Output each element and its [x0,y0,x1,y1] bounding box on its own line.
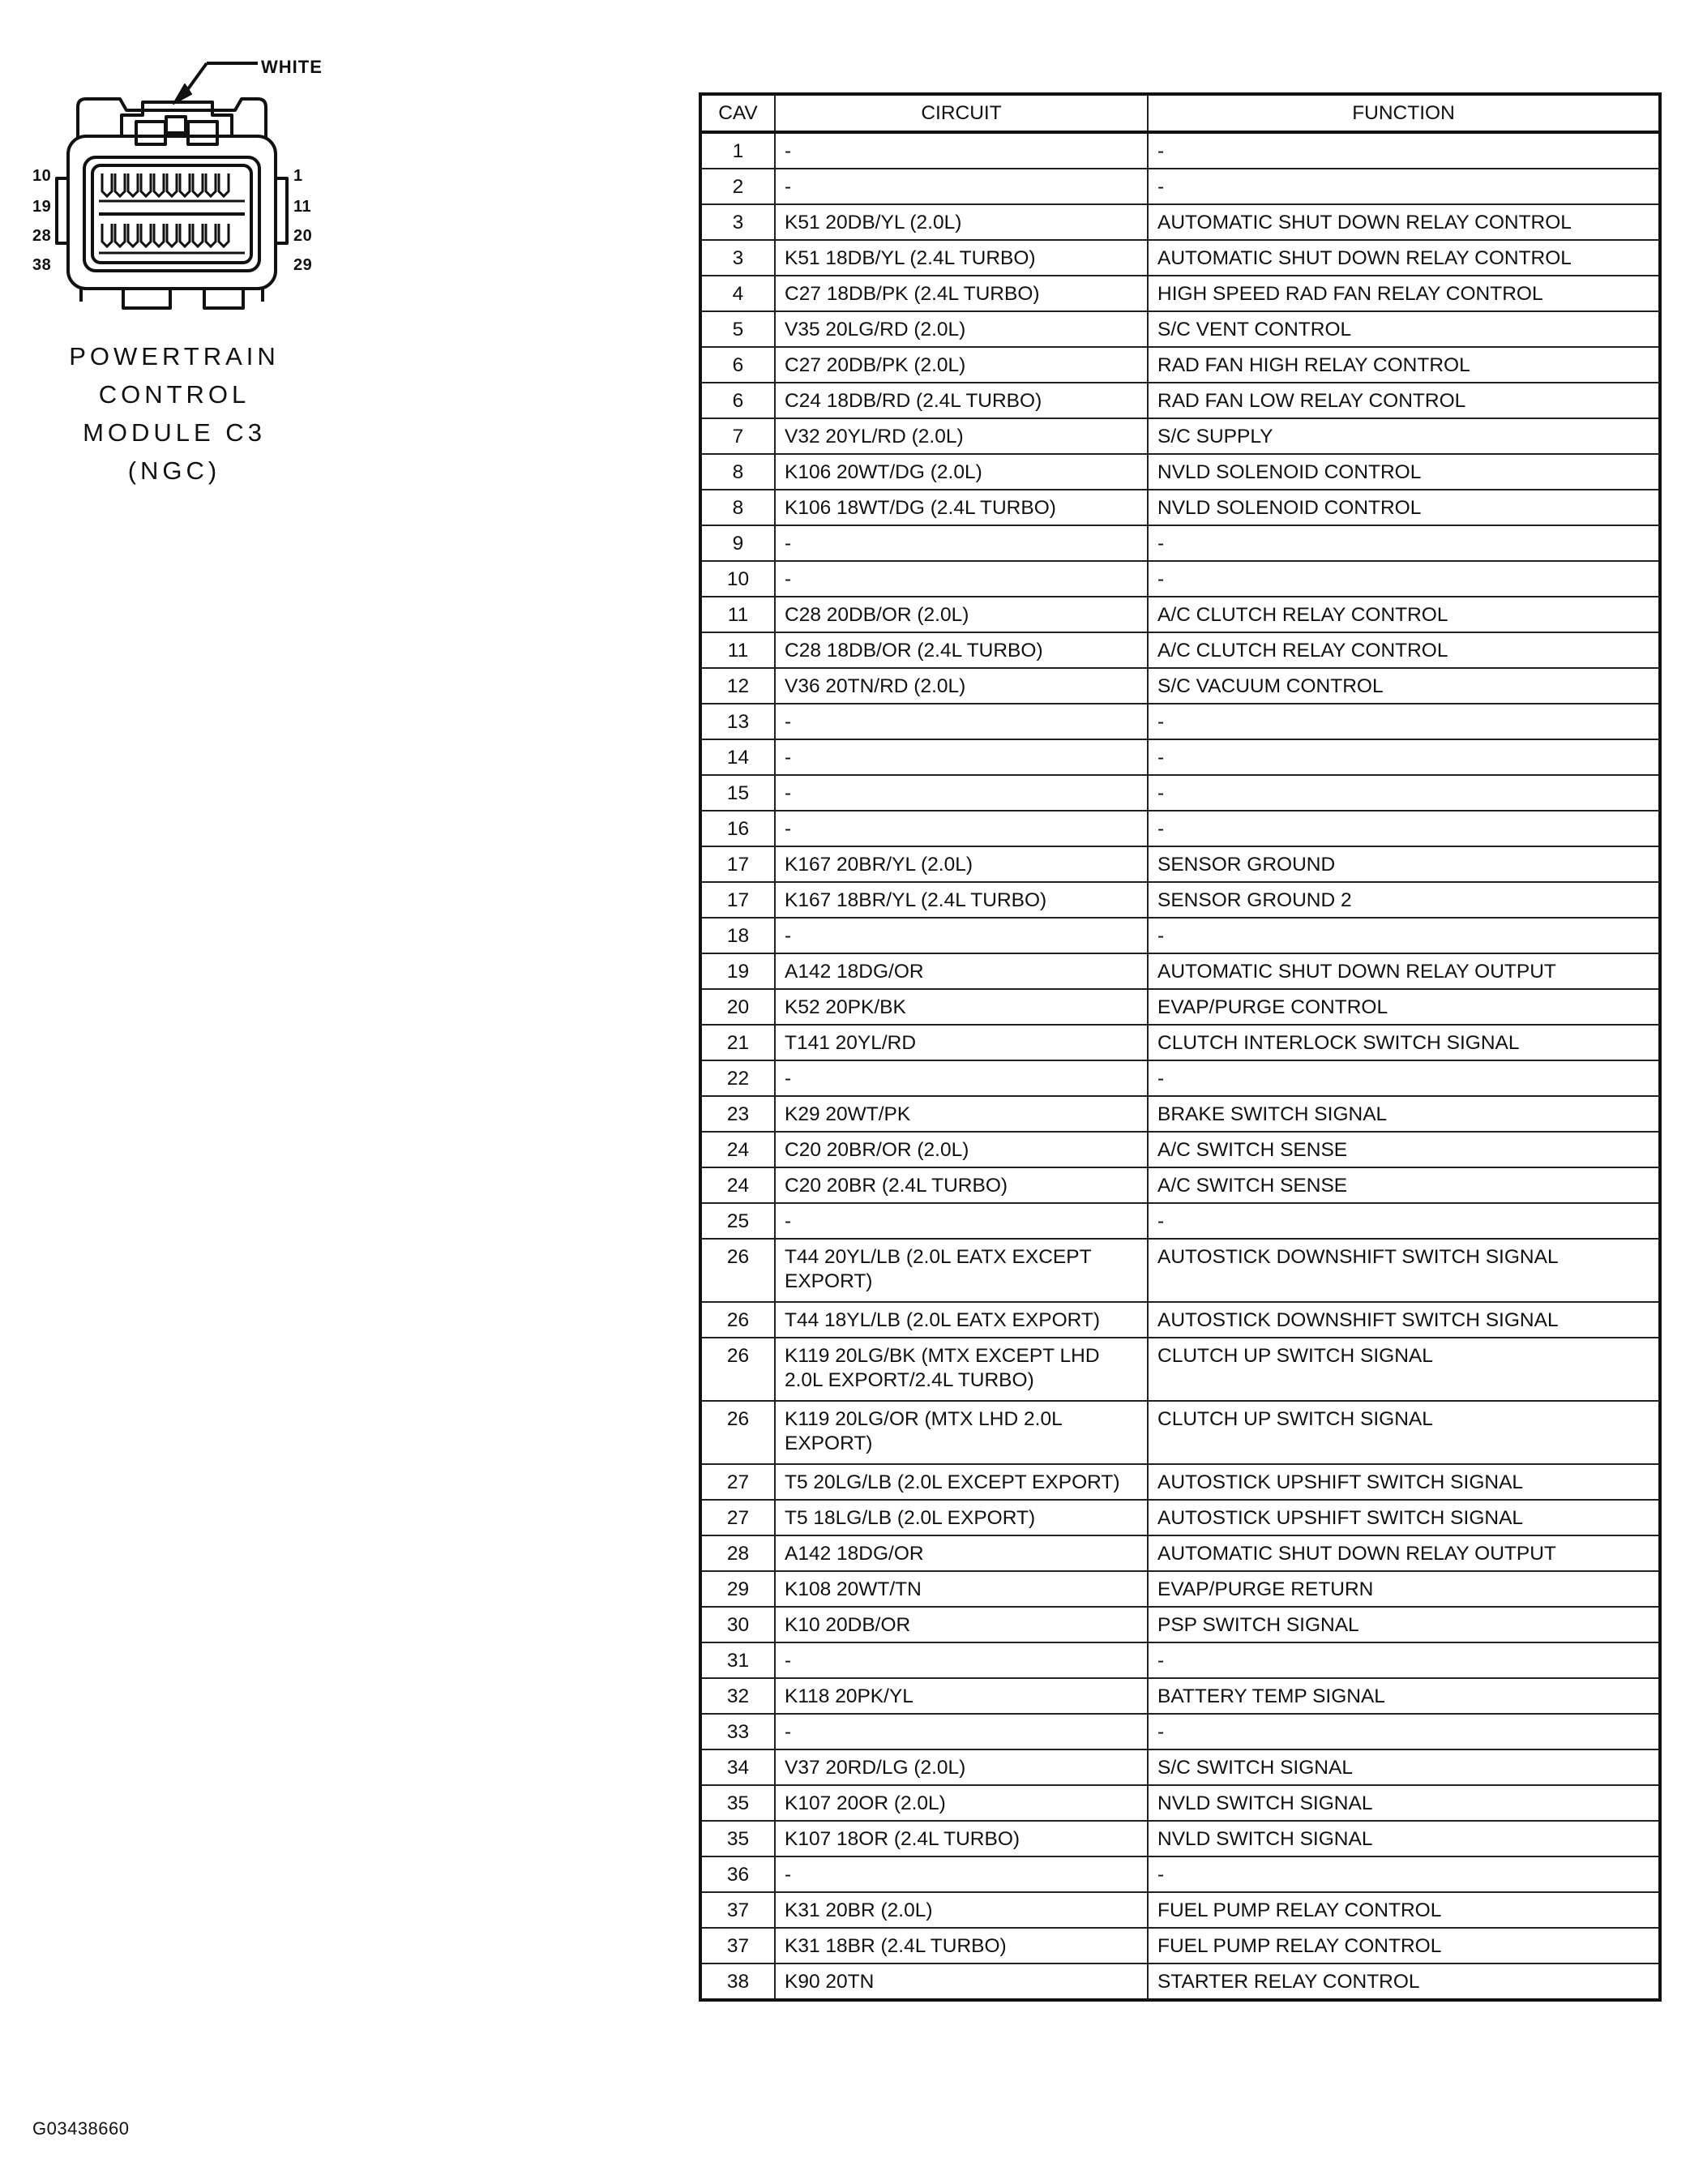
circuit-cell: T5 18LG/LB (2.0L EXPORT) [775,1500,1148,1535]
table-row [700,882,1660,918]
circuit-cell: C27 18DB/PK (2.4L TURBO) [775,276,1148,311]
circuit-cell: K119 20LG/BK (MTX EXCEPT LHD 2.0L EXPORT/2.4L TURBO) [775,1338,1148,1401]
function-cell: BRAKE SWITCH SIGNAL [1148,1096,1660,1132]
cav-cell: 20 [700,989,775,1025]
circuit-cell: T44 20YL/LB (2.0L EATX EXCEPT EXPORT) [775,1239,1148,1302]
table-row [700,132,1660,169]
circuit-cell: - [775,132,1148,169]
function-cell: SENSOR GROUND 2 [1148,882,1660,918]
cav-cell: 8 [700,454,775,490]
cav-cell: 2 [700,169,775,204]
table-row [700,1167,1660,1203]
table-row [700,1239,1660,1302]
function-cell: STARTER RELAY CONTROL [1148,1963,1660,2000]
cav-cell: 29 [700,1571,775,1607]
caption-line: MODULE C3 [83,418,266,447]
cav-cell: 26 [700,1338,775,1401]
circuit-cell: K107 18OR (2.4L TURBO) [775,1821,1148,1856]
cav-cell: 35 [700,1785,775,1821]
circuit-cell: - [775,918,1148,953]
table-row [700,561,1660,597]
function-cell: - [1148,169,1660,204]
function-cell: NVLD SWITCH SIGNAL [1148,1785,1660,1821]
cav-cell: 26 [700,1239,775,1302]
circuit-cell: K29 20WT/PK [775,1096,1148,1132]
circuit-cell: T5 20LG/LB (2.0L EXCEPT EXPORT) [775,1464,1148,1500]
circuit-cell: V35 20LG/RD (2.0L) [775,311,1148,347]
table-row [700,1928,1660,1963]
pinout-table [699,92,1662,2002]
table-row [700,811,1660,846]
table-row [700,989,1660,1025]
cav-cell: 9 [700,525,775,561]
cav-cell: 18 [700,918,775,953]
table-row [700,1856,1660,1892]
table-row [700,1571,1660,1607]
table-row [700,169,1660,204]
function-cell: EVAP/PURGE CONTROL [1148,989,1660,1025]
table-row [700,1963,1660,2000]
function-cell: - [1148,811,1660,846]
circuit-cell: - [775,561,1148,597]
circuit-cell: - [775,1642,1148,1678]
circuit-cell: C20 20BR/OR (2.0L) [775,1132,1148,1167]
table-row [700,704,1660,739]
function-cell: - [1148,918,1660,953]
circuit-cell: K52 20PK/BK [775,989,1148,1025]
table-row [700,1464,1660,1500]
circuit-cell: - [775,739,1148,775]
cav-cell: 14 [700,739,775,775]
circuit-cell: K167 20BR/YL (2.0L) [775,846,1148,882]
table-row [700,1535,1660,1571]
pin-label-left: 19 [32,198,52,216]
circuit-cell: C28 18DB/OR (2.4L TURBO) [775,632,1148,668]
function-cell: BATTERY TEMP SIGNAL [1148,1678,1660,1714]
table-row [700,1401,1660,1464]
function-cell: - [1148,704,1660,739]
function-cell: S/C VACUUM CONTROL [1148,668,1660,704]
circuit-cell: T44 18YL/LB (2.0L EATX EXPORT) [775,1302,1148,1338]
circuit-cell: - [775,525,1148,561]
cav-cell: 28 [700,1535,775,1571]
cav-cell: 6 [700,383,775,418]
table-row [700,525,1660,561]
function-cell: - [1148,1203,1660,1239]
cav-cell: 4 [700,276,775,311]
function-cell: S/C SWITCH SIGNAL [1148,1749,1660,1785]
circuit-cell: V36 20TN/RD (2.0L) [775,668,1148,704]
circuit-cell: K31 18BR (2.4L TURBO) [775,1928,1148,1963]
cav-cell: 12 [700,668,775,704]
cav-cell: 36 [700,1856,775,1892]
cav-cell: 37 [700,1892,775,1928]
table-row [700,490,1660,525]
table-row [700,1338,1660,1401]
circuit-cell: K90 20TN [775,1963,1148,2000]
pin-label-right: 11 [293,198,312,216]
wire-color-label: WHITE [261,57,323,77]
table-row [700,1785,1660,1821]
function-cell: A/C SWITCH SENSE [1148,1132,1660,1167]
function-cell: - [1148,1642,1660,1678]
circuit-cell: C20 20BR (2.4L TURBO) [775,1167,1148,1203]
table-row [700,347,1660,383]
circuit-cell: A142 18DG/OR [775,953,1148,989]
header-function: FUNCTION [1148,94,1660,132]
function-cell: - [1148,1060,1660,1096]
table-row [700,632,1660,668]
table-row [700,1642,1660,1678]
table-row [700,454,1660,490]
cav-cell: 30 [700,1607,775,1642]
circuit-cell: T141 20YL/RD [775,1025,1148,1060]
table-row [700,775,1660,811]
circuit-cell: V37 20RD/LG (2.0L) [775,1749,1148,1785]
table-row [700,1892,1660,1928]
table-row [700,1714,1660,1749]
cav-cell: 5 [700,311,775,347]
cav-cell: 21 [700,1025,775,1060]
table-row [700,204,1660,240]
cav-cell: 24 [700,1167,775,1203]
table-row [700,1607,1660,1642]
function-cell: SENSOR GROUND [1148,846,1660,882]
cav-cell: 38 [700,1963,775,2000]
cav-cell: 7 [700,418,775,454]
pin-label-left-top: 10 [32,167,52,185]
function-cell: HIGH SPEED RAD FAN RELAY CONTROL [1148,276,1660,311]
pin-label-right-top: 1 [293,167,303,185]
function-cell: CLUTCH INTERLOCK SWITCH SIGNAL [1148,1025,1660,1060]
table-row [700,1500,1660,1535]
function-cell: AUTOSTICK UPSHIFT SWITCH SIGNAL [1148,1464,1660,1500]
cav-cell: 24 [700,1132,775,1167]
table-row [700,668,1660,704]
circuit-cell: K10 20DB/OR [775,1607,1148,1642]
table-row [700,1025,1660,1060]
cav-cell: 27 [700,1500,775,1535]
cav-cell: 10 [700,561,775,597]
cav-cell: 25 [700,1203,775,1239]
function-cell: S/C SUPPLY [1148,418,1660,454]
table-body [700,132,1660,2000]
pin-label-left: 28 [32,227,52,245]
function-cell: CLUTCH UP SWITCH SIGNAL [1148,1401,1660,1464]
cav-cell: 16 [700,811,775,846]
function-cell: RAD FAN LOW RELAY CONTROL [1148,383,1660,418]
function-cell: FUEL PUMP RELAY CONTROL [1148,1928,1660,1963]
circuit-cell: - [775,704,1148,739]
circuit-cell: - [775,1714,1148,1749]
cav-cell: 31 [700,1642,775,1678]
table-row [700,846,1660,882]
circuit-cell: K167 18BR/YL (2.4L TURBO) [775,882,1148,918]
circuit-cell: - [775,169,1148,204]
function-cell: NVLD SOLENOID CONTROL [1148,454,1660,490]
function-cell: A/C CLUTCH RELAY CONTROL [1148,632,1660,668]
connector-diagram [0,0,340,519]
cav-cell: 3 [700,240,775,276]
function-cell: - [1148,561,1660,597]
circuit-cell: K107 20OR (2.0L) [775,1785,1148,1821]
module-caption [57,337,292,490]
cav-cell: 26 [700,1401,775,1464]
function-cell: - [1148,525,1660,561]
function-cell: AUTOSTICK DOWNSHIFT SWITCH SIGNAL [1148,1302,1660,1338]
table-row [700,1749,1660,1785]
function-cell: AUTOMATIC SHUT DOWN RELAY CONTROL [1148,204,1660,240]
circuit-cell: K106 20WT/DG (2.0L) [775,454,1148,490]
table-row [700,240,1660,276]
function-cell: - [1148,132,1660,169]
circuit-cell: A142 18DG/OR [775,1535,1148,1571]
function-cell: A/C CLUTCH RELAY CONTROL [1148,597,1660,632]
function-cell: FUEL PUMP RELAY CONTROL [1148,1892,1660,1928]
function-cell: - [1148,775,1660,811]
function-cell: A/C SWITCH SENSE [1148,1167,1660,1203]
circuit-cell: - [775,1060,1148,1096]
circuit-cell: - [775,775,1148,811]
function-cell: CLUTCH UP SWITCH SIGNAL [1148,1338,1660,1401]
figure-id: G03438660 [32,2118,130,2139]
cav-cell: 3 [700,204,775,240]
circuit-cell: - [775,1856,1148,1892]
table-header-row [700,94,1660,132]
circuit-cell: K106 18WT/DG (2.4L TURBO) [775,490,1148,525]
function-cell: PSP SWITCH SIGNAL [1148,1607,1660,1642]
circuit-cell: - [775,1203,1148,1239]
caption-line: CONTROL [98,380,250,409]
cav-cell: 15 [700,775,775,811]
circuit-cell: K51 18DB/YL (2.4L TURBO) [775,240,1148,276]
header-cav: CAV [700,94,775,132]
circuit-cell: C28 20DB/OR (2.0L) [775,597,1148,632]
table-row [700,1096,1660,1132]
table-row [700,597,1660,632]
function-cell: - [1148,1714,1660,1749]
cav-cell: 19 [700,953,775,989]
circuit-cell: K31 20BR (2.0L) [775,1892,1148,1928]
circuit-cell: K118 20PK/YL [775,1678,1148,1714]
table-row [700,383,1660,418]
function-cell: AUTOSTICK UPSHIFT SWITCH SIGNAL [1148,1500,1660,1535]
pin-label-right: 20 [293,227,313,245]
function-cell: NVLD SWITCH SIGNAL [1148,1821,1660,1856]
cav-cell: 17 [700,846,775,882]
caption-line: POWERTRAIN [69,342,280,370]
cav-cell: 32 [700,1678,775,1714]
circuit-cell: K108 20WT/TN [775,1571,1148,1607]
table-row [700,418,1660,454]
circuit-cell: V32 20YL/RD (2.0L) [775,418,1148,454]
cav-cell: 33 [700,1714,775,1749]
cav-cell: 34 [700,1749,775,1785]
cav-cell: 35 [700,1821,775,1856]
circuit-cell: - [775,811,1148,846]
table-row [700,1302,1660,1338]
pin-label-right-bottom: 29 [293,256,313,274]
cav-cell: 11 [700,597,775,632]
circuit-cell: K51 20DB/YL (2.0L) [775,204,1148,240]
caption-line: (NGC) [127,456,221,485]
cav-cell: 1 [700,132,775,169]
pin-label-left-bottom: 38 [32,256,52,274]
table-row [700,1060,1660,1096]
cav-cell: 13 [700,704,775,739]
function-cell: S/C VENT CONTROL [1148,311,1660,347]
cav-cell: 6 [700,347,775,383]
table-row [700,739,1660,775]
table-row [700,918,1660,953]
cav-cell: 26 [700,1302,775,1338]
cav-cell: 22 [700,1060,775,1096]
cav-cell: 37 [700,1928,775,1963]
table-row [700,1132,1660,1167]
table-row [700,1821,1660,1856]
function-cell: - [1148,739,1660,775]
table-row [700,311,1660,347]
table-row [700,953,1660,989]
cav-cell: 17 [700,882,775,918]
circuit-cell: C27 20DB/PK (2.0L) [775,347,1148,383]
header-circuit: CIRCUIT [775,94,1148,132]
function-cell: NVLD SOLENOID CONTROL [1148,490,1660,525]
circuit-cell: C24 18DB/RD (2.4L TURBO) [775,383,1148,418]
cav-cell: 23 [700,1096,775,1132]
function-cell: EVAP/PURGE RETURN [1148,1571,1660,1607]
table-row [700,1678,1660,1714]
function-cell: - [1148,1856,1660,1892]
cav-cell: 11 [700,632,775,668]
function-cell: AUTOMATIC SHUT DOWN RELAY OUTPUT [1148,1535,1660,1571]
function-cell: AUTOMATIC SHUT DOWN RELAY OUTPUT [1148,953,1660,989]
circuit-cell: K119 20LG/OR (MTX LHD 2.0L EXPORT) [775,1401,1148,1464]
cav-cell: 8 [700,490,775,525]
table-row [700,276,1660,311]
table-row [700,1203,1660,1239]
function-cell: AUTOSTICK DOWNSHIFT SWITCH SIGNAL [1148,1239,1660,1302]
function-cell: RAD FAN HIGH RELAY CONTROL [1148,347,1660,383]
cav-cell: 27 [700,1464,775,1500]
function-cell: AUTOMATIC SHUT DOWN RELAY CONTROL [1148,240,1660,276]
